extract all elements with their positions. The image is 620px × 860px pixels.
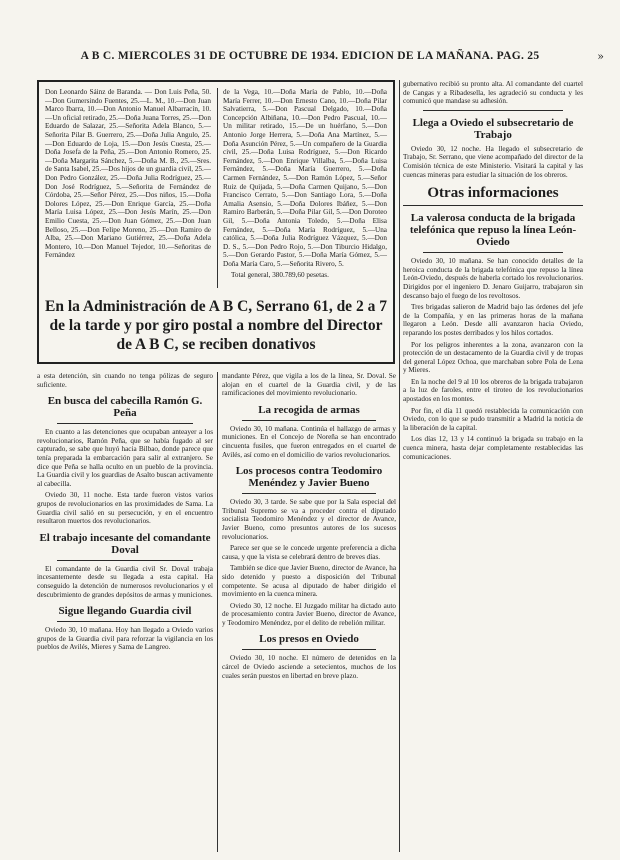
donation-notice: En la Administración de A B C, Serrano 61, de 2 a 7 de la tarde y por giro postal a nombre del Director de A B C, se reciben donativos	[45, 298, 387, 353]
donations-box	[37, 80, 395, 364]
article-paragraph: Oviedo 30, 10 noche. El número de detenidos en la cárcel de Oviedo asciende a setecientos, muchos de los cuales serán puestos en libertad en breve plazo.	[222, 654, 396, 680]
article-paragraph: Oviedo 30, 10 mañana. Continúa el hallazgo de armas y municiones. En el Concejo de Noreña se han encontrado cincuenta fusiles, que fueron entregados en el cuartel de Avilés, así como en el domicilio de varios revolucionarios.	[222, 424, 396, 459]
divider	[242, 649, 376, 650]
column-left	[37, 372, 213, 852]
page-mark: »	[597, 50, 604, 63]
article-paragraph: En cuanto a las detenciones que ocupaban anteayer a los revolucionarios, Ramón Peña, que se había fugado al ser capturado, se sabe que huyó hacia Bilbao, donde parece que tenía preparada la embarcación para salir al extranjero. Se dice que Peña se halla oculto en un pueblo de la provincia. La Guardia civil y los guardias de Asalto buscan activamente al cabecilla.	[37, 428, 213, 488]
header-title: A B C. MIERCOLES 31 DE OCTUBRE DE 1934. EDICION DE LA MAÑANA. PAG. 25	[80, 50, 540, 62]
divider	[57, 621, 193, 622]
article-paragraph: Oviedo 30, 3 tarde. Se sabe que por la Sala especial del Tribunal Supremo se va a proceder contra el diputado socialista Teodomiro Menéndez y el director de Avance, Javier Bueno, como presuntos autores de los sucesos revolucionarios.	[222, 498, 396, 541]
section-title: En busca del cabecilla Ramón G. Peña	[47, 395, 203, 420]
right-intro: gubernativo recibió su pronto alta. Al comandante del cuartel de Cangas y a Ribadesella, les agradeció su conducta y les comunicó que mandase su adhesión.	[403, 80, 583, 106]
column-right	[403, 80, 583, 850]
article-paragraph: Oviedo 30, 10 mañana. Hoy han llegado a Oviedo varios grupos de la Guardia civil para reforzar la vigilancia en los pueblos de Avilés, Mieres y Sama de Langreo.	[37, 626, 213, 652]
divider	[57, 423, 193, 424]
section-title: Los presos en Oviedo	[259, 633, 359, 646]
page-header	[0, 50, 620, 66]
section-title: Sigue llegando Guardia civil	[58, 605, 192, 618]
article-paragraph: Oviedo 30, 11 noche. Esta tarde fueron vistos varios grupos de revolucionarios en las proximidades de Sama. La Guardia civil salió en su persecución, y en el encuentro resultaron muertos dos revolucionarios.	[37, 491, 213, 526]
donations-total: Total general, 380.789,60 pesetas.	[231, 271, 329, 280]
divider	[423, 252, 563, 253]
article-paragraph: Por los peligros inherentes a la zona, avanzaron con la protección de un destacamento de la Guardia civil y de tropas del general López Ochoa, que marchaban sobre Pola de Lena y Mieres.	[403, 340, 583, 375]
article-paragraph: Oviedo 30, 12 noche. Ha llegado el subsecretario de Trabajo, Sr. Serrano, que viene acompañado del director de la Comisión técnica de este Ministerio. Visitará la capital y las cuencas mineras para estudiar la situación de los obreros.	[403, 144, 583, 179]
article-paragraph: Tres brigadas salieron de Madrid bajo las órdenes del jefe de la Compañía, y en las primeras horas de la mañana llegaron a León. Desde allí avanzaron hacia Oviedo, reparando los postes derribados y los hilos cortados.	[403, 303, 583, 337]
column-middle	[222, 372, 396, 852]
article-paragraph: En la noche del 9 al 10 los obreros de la brigada trabajaron a la luz de faroles, entre el tiroteo de los revolucionarios apostados en los montes.	[403, 377, 583, 404]
donations-col-1	[45, 88, 211, 288]
article-paragraph: Los días 12, 13 y 14 continuó la brigada su trabajo en la cuenca minera, hasta dejar completamente restablecidas las comunicaciones.	[403, 435, 583, 461]
article-paragraph: Parece ser que se le concede urgente preferencia a dicha causa, y que la vista se celebrará dentro de breves días.	[222, 544, 396, 561]
donations-list-1: Don Leonardo Sáinz de Baranda. — Don Luis Peña, 50.—Don Gumersindo Fuentes, 25.—L. M., 10.—Don Juan Marco Ibarra, 10.—Don Antonio Manuel Albarracín, 10.—Un oficial retirado, 25.—Doña Juana Torres, 25.—Don Eduardo de Salazar, 25.—Señorita Adela Blanco, 5.—Señorita Pilar B. Guerrero, 25.—Doña Julia Angulo, 25.—Don Eduardo de Loja, 15.—Don Jesús Cuesta, 25.—Doña Josefa de la Peña, 25.—Don Antonio Romero, 25.—Doña Margarita Sánchez, 5.—Doña M. B., 25.—Sres. de Santa Isabel, 25.—Dos hijos de un guardia civil, 25.—Don Pedro González, 25.—Doña Julia Rodríguez, 25.—Don José Rodríguez, 5.—Señorita de Fernández de Córdoba, 25.—Señor Pérez, 25.—Dos niños, 15.—Doña Dolores López, 25.—Don Enrique García, 25.—Doña María Luisa López, 25.—Don Jesús Marín, 25.—Don Emilio Cuesta, 25.—Don Juan Gómez, 25.—Don Juan Belloso, 25.—Don Felipe Moreno, 25.—Don Ramiro de Alba, 25.—Don Mariano Gutiérrez, 25.—Doña Adela Montero, 10.—Don Manuel Tejedor, 10.—Señoritas de Fernández	[45, 88, 211, 260]
article-paragraph: El comandante de la Guardia civil Sr. Doval trabaja incesantemente desde su llegada a esta capital. Ha conseguido la detención de numerosos revolucionarios y el descubrimiento de grandes depósitos de armas y municiones.	[37, 564, 213, 599]
article-paragraph: Oviedo 30, 10 mañana. Se han conocido detalles de la heroica conducta de la brigada telefónica que repuso la línea León-Oviedo, después de haberla cortado los revolucionarios. Dirigidos por el ingeniero D. Jenaro Guijarro, trabajaron sin descanso bajo el fuego de los revoltosos.	[403, 257, 583, 300]
section-title: La recogida de armas	[258, 403, 360, 416]
divider	[242, 493, 376, 494]
section-title: Los procesos contra Teodomiro Menéndez y Javier Bueno	[235, 465, 383, 490]
divider	[242, 420, 376, 421]
divider	[57, 560, 193, 561]
box-divider	[217, 88, 218, 288]
article-paragraph: También se dice que Javier Bueno, director de Avance, ha sido detenido y puesto a disposición del Tribunal competente. Se acusa al diputado de haber dirigido el movimiento en la cuenca minera.	[222, 564, 396, 599]
left-intro: a esta detención, sin cuando no tenga pólizas de seguro suficiente.	[37, 372, 213, 389]
article-paragraph: Oviedo 30, 12 noche. El Juzgado militar ha dictado auto de procesamiento contra Javier Bueno, director de Avance, y Teodomiro Menéndez, por el delito de rebelión militar.	[222, 601, 396, 627]
section-title-large: Otras informaciones	[403, 185, 583, 206]
donations-col-2	[223, 88, 387, 288]
section-title: El trabajo incesante del comandante Doval	[39, 531, 211, 556]
article-paragraph: Por fin, el día 11 quedó restablecida la comunicación con Oviedo, con lo que se pudo transmitir a Madrid la noticia de la liberación de la capital.	[403, 406, 583, 432]
divider	[423, 110, 563, 111]
column-divider	[399, 80, 400, 852]
section-title: La valerosa conducta de la brigada telefónica que repuso la línea León-Oviedo	[409, 212, 577, 249]
column-divider	[217, 372, 218, 852]
section-title: Llega a Oviedo el subsecretario de Trabajo	[412, 116, 574, 141]
middle-intro: mandante Pérez, que vigila a los de la línea, Sr. Doval. Se alojan en el cuartel de la Guardia civil, y de las ramificaciones del movimiento revolucionario.	[222, 372, 396, 398]
donations-list-2: de la Vega, 10.—Doña María de Pablo, 10.—Doña María Ferrer, 10.—Don Ernesto Cano, 10.—Doña Pilar Salvatierra, 5.—Don Pascual Delgado, 10.—Doña Concepción Albiñana, 10.—Don Pedro Pascual, 10.—Un militar retirado, 15.—De un huérfano, 5.—Don Antonio Jorge Herrera, 5.—Doña Ana Martínez, 5.—Doña Asunción Pérez, 5.—Un compañero de la Guardia civil, 25.—Doña Luisa Rodríguez, 5.—Don Ricardo Fernández, 5.—Don Enrique Villalba, 5.—Doña Luisa Fernández, 5.—Doña María Guerrero, 5.—Doña Carmen Fernández, 5.—Don Ramón López, 5.—Señor Ruiz de Quijada, 5.—Doña Carmen Quijano, 5.—Don Francisco Cerrato, 5.—Don Santiago Lora, 5.—Doña Amalia Asensio, 5.—Doña Dolores Ibáñez, 5.—Don Ramiro Barberán, 5.—Doña Pilar Gil, 5.—Don Doroteo Gil, 5.—Doña Antonia Toledo, 5.—Doña Elisa Fernández, 5.—Doña María Rodríguez, 5.—Una católica, 5.—Doña Julia Rodríguez Vázquez, 5.—Don D. S., 5.—Don Pedro Rojo, 5.—Don Tiburcio Hidalgo, 5.—Don Gerardo Pastor, 5.—Doña María Gómez, 5.—Doña María Caro, 5.—Señorita Rivero, 5.	[223, 88, 387, 268]
